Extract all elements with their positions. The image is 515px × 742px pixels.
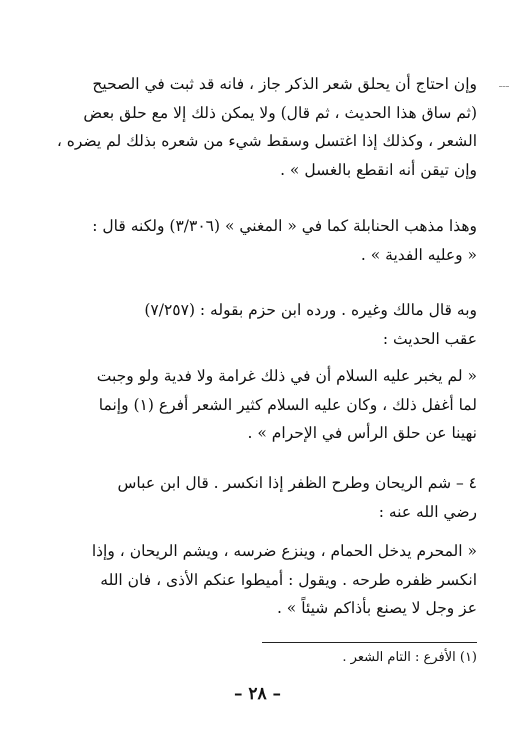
- paragraph-4: [38, 362, 477, 448]
- text-line: عز وجل لا يصنع بأذاكم شيئاً » .: [276, 599, 477, 617]
- text-line: انكسر ظفره طرحه . ويقول : أميطوا عنكم الأذى ، فان الله: [100, 570, 477, 589]
- text-line: « المحرم يدخل الحمام ، وينزع ضرسه ، ويشم الريحان ، وإذا: [91, 542, 477, 560]
- text-line: عقب الحديث :: [382, 329, 477, 348]
- text-line: رضي الله عنه :: [378, 502, 477, 521]
- margin-mark: [499, 86, 509, 87]
- page-number: – ٢٨ –: [233, 684, 282, 704]
- text-line: وإن تيقن أنه انقطع بالغسل » .: [280, 160, 477, 179]
- text-line: « وعليه الفدية » .: [360, 245, 477, 264]
- text-line: لما أغفل ذلك ، وكان عليه السلام كثير الشعر أفرع (١) وإنما: [98, 395, 477, 414]
- text-line: ٤ – شم الريحان وطرح الظفر إذا انكسر . قال ابن عباس: [117, 474, 477, 492]
- text-line: وبه قال مالك وغيره . ورده ابن حزم بقوله : (٧/٢٥٧): [144, 301, 477, 319]
- paragraph-1: [38, 70, 477, 184]
- paragraph-6: [38, 537, 477, 623]
- text-line: (ثم ساق هذا الحديث ، ثم قال) ولا يمكن ذلك إلا مع حلق بعض: [83, 103, 477, 122]
- paragraph-3: [38, 296, 477, 353]
- paragraph-2: [38, 212, 477, 269]
- text-line: « لم يخبر عليه السلام أن في ذلك غرامة ولا فدية ولو وجبت: [96, 367, 477, 385]
- footnote-divider: [262, 642, 477, 643]
- text-line: وهذا مذهب الحنابلة كما في « المغني » (٣/٣٠٦) ولكنه قال :: [92, 217, 477, 235]
- text-line: وإن احتاج أن يحلق شعر الذكر جاز ، فانه قد ثبت في الصحيح: [92, 75, 477, 93]
- footnote: (١) الأفرع : التام الشعر .: [342, 650, 477, 665]
- text-line: نهينا عن حلق الرأس في الإحرام » .: [247, 424, 477, 442]
- text-line: الشعر ، وكذلك إذا اغتسل وسقط شيء من شعره بذلك لم يضره ،: [56, 132, 477, 150]
- paragraph-5: [38, 469, 477, 526]
